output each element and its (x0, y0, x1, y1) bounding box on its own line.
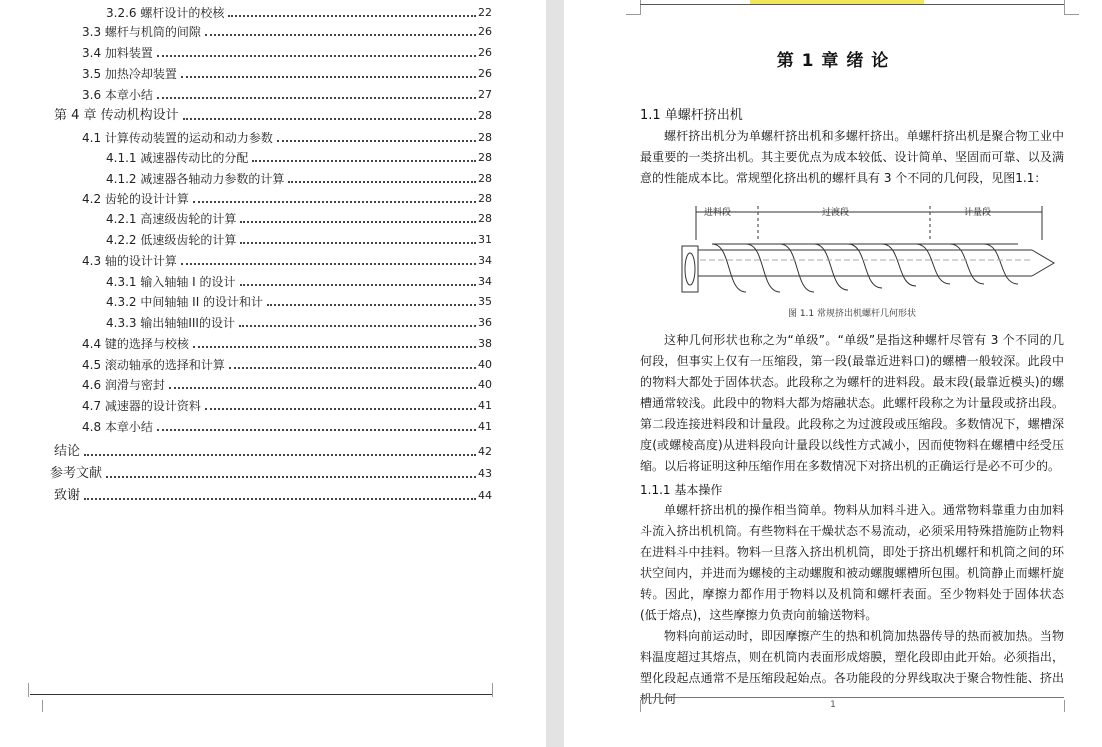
toc-entry-page: 26 (478, 46, 492, 59)
toc-entry[interactable] (82, 335, 492, 353)
toc-entry-page: 28 (478, 192, 492, 205)
toc-leader-dots (157, 55, 476, 57)
toc-leader-dots (181, 263, 476, 265)
subsection-title: 1.1.1 基本操作 (640, 483, 723, 497)
toc-leader-dots (228, 15, 476, 17)
left-page-toc (0, 0, 546, 747)
toc-entry-label: 第 4 章 传动机构设计 (54, 108, 179, 123)
toc-entry-label: 4.6 润滑与密封 (82, 378, 165, 392)
toc-entry[interactable] (82, 252, 492, 270)
toc-entry-page: 22 (478, 6, 492, 19)
section-title: 1.1 单螺杆挤出机 (640, 108, 743, 123)
toc-entry-label: 4.3 轴的设计计算 (82, 254, 177, 268)
toc-entry[interactable] (106, 231, 492, 249)
toc-entry-label: 致谢 (54, 488, 81, 503)
toc-entry[interactable] (82, 190, 492, 208)
toc-leader-dots (277, 140, 476, 142)
paragraph-1: 螺杆挤出机分为单螺杆挤出机和多螺杆挤出。单螺杆挤出机是聚合物工业中最重要的一类挤出机。其主要优点为成本较低、设计简单、坚固而可靠、以及满意的性能成本比。常规塑化挤出机的螺杆具有 3 个不同的几何段，见图1.1： (640, 129, 1064, 185)
margin-mark (1064, 0, 1079, 15)
toc-entry-page: 34 (478, 275, 492, 288)
toc-entry-label: 4.8 本章小结 (82, 420, 153, 434)
toc-leader-dots (229, 367, 476, 369)
figure-label-feed: 进料段 (704, 208, 732, 218)
figure-label-metering: 计量段 (964, 208, 992, 218)
toc-entry-label: 4.1.1 减速器传动比的分配 (106, 151, 249, 165)
toc-entry-page: 28 (478, 212, 492, 225)
screw-figure (682, 200, 1062, 304)
toc-leader-dots (84, 498, 476, 500)
toc-leader-dots (205, 34, 476, 36)
toc-entry-page: 26 (478, 67, 492, 80)
page-gap (546, 0, 564, 747)
toc-entry[interactable] (82, 44, 492, 62)
toc-entry-label: 参考文献 (50, 466, 103, 481)
right-page-chapter (564, 0, 1102, 747)
toc-entry[interactable] (82, 418, 492, 436)
toc-leader-dots (288, 181, 476, 183)
toc-entry[interactable] (82, 65, 492, 83)
toc-entry-page: 42 (478, 445, 492, 458)
figure-caption: 图 1.1 常规挤出机螺杆几何形状 (787, 309, 917, 319)
toc-entry[interactable] (82, 23, 492, 41)
toc-leader-dots (193, 346, 476, 348)
toc-entry-label: 4.1.2 减速器各轴动力参数的计算 (106, 172, 285, 186)
toc-entry[interactable] (54, 443, 492, 461)
chapter-title: 第 1 章 绪 论 (776, 51, 890, 71)
toc-entry-label: 4.2.1 高速级齿轮的计算 (106, 212, 237, 226)
header-rule (640, 4, 1064, 5)
toc-entry[interactable] (82, 376, 492, 394)
toc-leader-dots (240, 242, 476, 244)
toc-entry-page: 40 (478, 358, 492, 371)
toc-leader-dots (183, 118, 476, 120)
toc-leader-dots (239, 325, 476, 327)
toc-entry-page: 31 (478, 233, 492, 246)
header-highlight (750, 0, 924, 4)
toc-entry-page: 43 (478, 467, 492, 480)
toc-leader-dots (252, 160, 476, 162)
toc-entry-label: 3.2.6 螺杆设计的校核 (106, 6, 225, 20)
page-number: 1 (830, 700, 836, 710)
toc-entry[interactable] (106, 293, 492, 311)
toc-entry[interactable] (106, 314, 492, 332)
toc-entry-label: 4.7 减速器的设计资料 (82, 399, 201, 413)
toc-entry-label: 3.5 加热冷却装置 (82, 67, 177, 81)
margin-mark (492, 683, 507, 697)
toc-entry[interactable] (106, 210, 492, 228)
toc-entry-page: 28 (478, 172, 492, 185)
paragraph-2: 这种几何形状也称之为“单级”。“单级”是指这种螺杆尽管有 3 个不同的几何段，但事实上仅有一压缩段，第一段(最靠近进料口)的螺槽一般较深。此段中的物料大都处于固体状态。此段称之为螺杆的进料段。最末段(最靠近模头)的螺槽通常较浅。此段中的物料大都为熔融状态。此螺杆段称之为计量段或挤出段。第二段连接进料段和计量段。此段称之为过渡段或压缩段。多数情况下，螺槽深度(或螺棱高度)从进料段向计量段以线性方式减小，因而使物料在螺槽中经受压缩。以后将证明这种压缩作用在多数情况下对挤出机的正确运行是必不可少的。 (640, 333, 1064, 473)
toc-entry[interactable] (106, 273, 492, 291)
toc-entry-label: 4.2 齿轮的设计计算 (82, 192, 189, 206)
margin-mark (1064, 700, 1079, 712)
toc-entry-page: 28 (478, 109, 492, 122)
toc-entry-page: 27 (478, 88, 492, 101)
toc-entry-label: 3.6 本章小结 (82, 88, 153, 102)
toc-entry-label: 4.5 滚动轴承的选择和计算 (82, 358, 225, 372)
toc-entry-page: 40 (478, 378, 492, 391)
toc-entry-label: 3.3 螺杆与机筒的间隙 (82, 25, 201, 39)
toc-leader-dots (267, 304, 476, 306)
toc-entry-label: 4.3.1 输入轴轴 I 的设计 (106, 275, 236, 289)
toc-entry-page: 28 (478, 131, 492, 144)
toc-entry-page: 44 (478, 489, 492, 502)
toc-entry-label: 3.4 加料装置 (82, 46, 153, 60)
toc-leader-dots (157, 97, 476, 99)
toc-entry[interactable] (106, 149, 492, 167)
toc-leader-dots (84, 454, 476, 456)
toc-entry[interactable] (106, 170, 492, 188)
figure-label-transition: 过渡段 (822, 208, 850, 218)
toc-entry[interactable] (54, 107, 492, 125)
toc-leader-dots (181, 76, 476, 78)
toc-leader-dots (169, 387, 476, 389)
margin-mark (626, 0, 641, 15)
toc-entry[interactable] (106, 4, 492, 22)
toc-entry[interactable] (82, 129, 492, 147)
toc-leader-dots (240, 221, 476, 223)
margin-mark (28, 700, 43, 712)
paragraph-3: 单螺杆挤出机的操作相当简单。物料从加料斗进入。通常物料靠重力由加料斗流入挤出机机筒。有些物料在干燥状态不易流动，必须采用特殊措施防止物料在进料斗中挂料。物料一旦落入挤出机机筒，即处于挤出机螺杆和机筒之间的环状空间内，并进而为螺棱的主动螺腹和被动螺腹螺槽所包围。机筒静止而螺杆旋转。因此，摩擦力都作用于物料以及机筒和螺杆表面。至少物料处于固体状态(低于熔点)，这些摩擦力负责向前输送物料。 (640, 503, 1064, 622)
toc-entry-page: 38 (478, 337, 492, 350)
toc-entry-label: 4.2.2 低速级齿轮的计算 (106, 233, 237, 247)
toc-entry-page: 26 (478, 25, 492, 38)
toc-leader-dots (157, 429, 476, 431)
toc-entry-page: 36 (478, 316, 492, 329)
footer-rule (30, 694, 492, 695)
toc-leader-dots (205, 408, 476, 410)
toc-entry[interactable] (50, 465, 492, 483)
toc-entry-page: 34 (478, 254, 492, 267)
toc-leader-dots (106, 476, 476, 478)
toc-leader-dots (193, 201, 476, 203)
margin-mark (14, 683, 29, 697)
toc-leader-dots (240, 284, 476, 286)
paragraph-4: 物料向前运动时，即因摩擦产生的热和机筒加热器传导的热而被加热。当物料温度超过其熔点，则在机筒内表面形成熔膜，塑化段即由此开始。必须指出，塑化段起点通常不是压缩段起始点。各功能段的分界线取决于聚合物性能、挤出机几何 (640, 629, 1064, 706)
toc-entry[interactable] (54, 487, 492, 505)
toc-entry[interactable] (82, 397, 492, 415)
toc-entry-page: 28 (478, 151, 492, 164)
toc-entry[interactable] (82, 356, 492, 374)
toc-entry-label: 4.3.3 输出轴轴III的设计 (106, 316, 235, 330)
toc-entry-label: 4.3.2 中间轴轴 II 的设计和计 (106, 295, 264, 309)
toc-entry-page: 41 (478, 420, 492, 433)
toc-entry-label: 4.4 键的选择与校核 (82, 337, 189, 351)
toc-entry-page: 41 (478, 399, 492, 412)
toc-entry-label: 结论 (54, 444, 81, 459)
toc-entry-label: 4.1 计算传动装置的运动和动力参数 (82, 131, 273, 145)
margin-mark (626, 700, 641, 712)
toc-entry[interactable] (82, 86, 492, 104)
toc-entry-page: 35 (478, 295, 492, 308)
footer-rule (640, 697, 1064, 698)
